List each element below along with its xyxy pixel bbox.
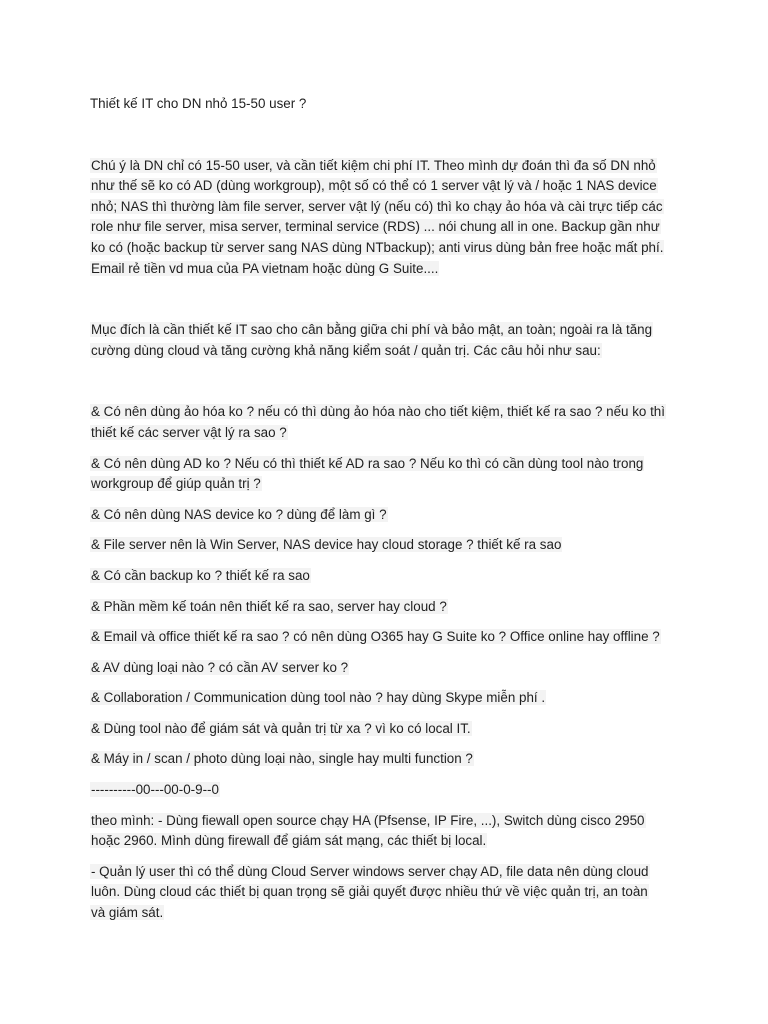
question-text: thiết kế các server vật lý ra sao ? <box>91 424 287 440</box>
question-item <box>90 535 688 556</box>
question-text: & Collaboration / Communication dùng tool nào ? hay dùng Skype miễn phí . <box>91 690 546 706</box>
intro-line-text: role như file server, misa server, terminal service (RDS) ... nói chung all in one. Backup gần như <box>91 219 660 235</box>
note-item <box>90 811 688 852</box>
document-title <box>90 94 688 115</box>
question-line <box>90 719 688 740</box>
intro-line-text: Email rẻ tiền vd mua của PA vietnam hoặc dùng G Suite.... <box>91 260 439 276</box>
intro-line <box>90 197 688 218</box>
question-item <box>90 658 688 679</box>
goal-line-text: cường dùng cloud và tăng cường khả năng kiểm soát / quản trị. Các câu hỏi như sau: <box>91 342 601 358</box>
question-line <box>90 566 688 587</box>
question-item <box>90 688 688 709</box>
question-text: & Có nên dùng AD ko ? Nếu có thì thiết kế AD ra sao ? Nếu ko thì có cần dùng tool nào trong <box>91 455 644 471</box>
note-line <box>90 882 688 903</box>
question-text: & Dùng tool nào để giám sát và quản trị từ xa ? vì ko có local IT. <box>91 720 471 736</box>
intro-paragraph <box>90 156 688 280</box>
goal-line <box>90 320 688 341</box>
separator-text: ----------00---00-0-9--0 <box>91 782 219 798</box>
separator-line <box>90 780 688 801</box>
question-text: & Email và office thiết kế ra sao ? có nên dùng O365 hay G Suite ko ? Office online hay offline ? <box>91 629 660 645</box>
question-text: & Có nên dùng NAS device ko ? dùng để làm gì ? <box>91 506 387 522</box>
intro-line <box>90 259 688 280</box>
title-line <box>90 94 688 115</box>
goal-line <box>90 341 688 362</box>
goal-line-text: Mục đích là cần thiết kế IT sao cho cân bằng giữa chi phí và bảo mật, an toàn; ngoài ra là tăng <box>91 322 653 338</box>
question-item <box>90 627 688 648</box>
intro-line-text: ko có (hoặc backup từ server sang NAS dùng NTbackup); anti virus dùng bản free hoặc mất phí. <box>91 239 664 255</box>
question-line <box>90 505 688 526</box>
question-text: & Máy in / scan / photo dùng loại nào, single hay multi function ? <box>91 751 473 767</box>
question-item <box>90 454 688 495</box>
note-text: - Quản lý user thì có thể dùng Cloud Server windows server chạy AD, file data nên dùng cloud <box>91 863 649 879</box>
note-line <box>90 831 688 852</box>
note-line <box>90 811 688 832</box>
intro-line-text: Chú ý là DN chỉ có 15-50 user, và cần tiết kiệm chi phí IT. Theo mình dự đoán thì đa số DN nhỏ <box>91 157 656 173</box>
note-text: luôn. Dùng cloud các thiết bị quan trọng sẽ giải quyết được nhiều thứ về việc quản trị, an toàn <box>91 884 648 900</box>
question-line <box>90 423 688 444</box>
note-text: theo mình: - Dùng fiewall open source chạy HA (Pfsense, IP Fire, ...), Switch dùng cisco 2950 <box>91 812 645 828</box>
intro-line <box>90 238 688 259</box>
intro-line-text: như thế sẽ ko có AD (dùng workgroup), một số có thể có 1 server vật lý và / hoặc 1 NAS device <box>91 178 657 194</box>
question-line <box>90 454 688 475</box>
question-line <box>90 627 688 648</box>
question-item <box>90 597 688 618</box>
question-line <box>90 658 688 679</box>
question-line <box>90 688 688 709</box>
question-text: & Có cần backup ko ? thiết kế ra sao <box>91 567 310 583</box>
intro-line <box>90 156 688 177</box>
question-item <box>90 505 688 526</box>
question-text: & Có nên dùng ảo hóa ko ? nếu có thì dùng ảo hóa nào cho tiết kiệm, thiết kế ra sao ? nếu ko thì <box>91 404 665 420</box>
question-line <box>90 597 688 618</box>
note-line <box>90 862 688 883</box>
note-item <box>90 862 688 924</box>
question-item <box>90 402 688 443</box>
intro-line-text: nhỏ; NAS thì thường làm file server, server vật lý (nếu có) thì ko chạy ảo hóa và cài trực tiếp các <box>91 198 663 214</box>
question-item <box>90 566 688 587</box>
question-text: & AV dùng loại nào ? có cần AV server ko ? <box>91 659 349 675</box>
note-text: và giám sát. <box>91 905 164 921</box>
question-item <box>90 719 688 740</box>
question-text: & File server nên là Win Server, NAS device hay cloud storage ? thiết kế ra sao <box>91 537 562 553</box>
separator <box>90 780 688 801</box>
goal-paragraph <box>90 320 688 361</box>
question-line <box>90 749 688 770</box>
question-line <box>90 474 688 495</box>
intro-line <box>90 217 688 238</box>
intro-line <box>90 176 688 197</box>
note-line <box>90 903 688 924</box>
question-text: & Phần mềm kế toán nên thiết kế ra sao, server hay cloud ? <box>91 598 447 614</box>
question-line <box>90 535 688 556</box>
title-text: Thiết kế IT cho DN nhỏ 15-50 user ? <box>90 96 307 111</box>
question-line <box>90 402 688 423</box>
note-text: hoặc 2960. Mình dùng firewall để giám sát mạng, các thiết bị local. <box>91 833 487 849</box>
question-item <box>90 749 688 770</box>
question-text: workgroup để giúp quản trị ? <box>91 476 261 492</box>
